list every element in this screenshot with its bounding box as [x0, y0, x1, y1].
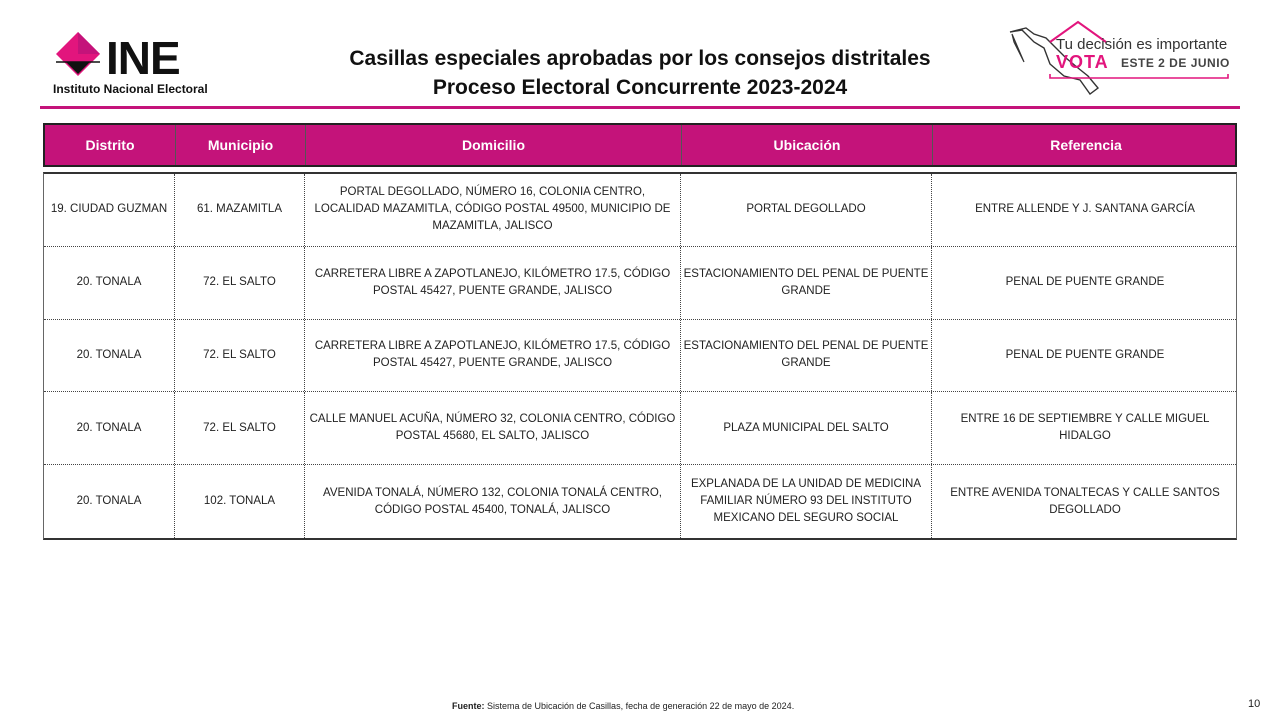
- cell-ubicacion: EXPLANADA DE LA UNIDAD DE MEDICINA FAMILIAR NÚMERO 93 DEL INSTITUTO MEXICANO DEL SEGURO SOCIAL: [681, 465, 932, 538]
- page-title: [300, 44, 980, 102]
- header-municipio: Municipio: [176, 125, 306, 165]
- table-row: [44, 465, 1236, 538]
- table-row: [44, 392, 1236, 465]
- campaign-tagline: Tu decisión es importante: [1056, 36, 1228, 53]
- cell-municipio: 72. EL SALTO: [175, 320, 305, 392]
- header-divider: [40, 106, 1240, 109]
- cell-domicilio: CALLE MANUEL ACUÑA, NÚMERO 32, COLONIA CENTRO, CÓDIGO POSTAL 45680, EL SALTO, JALISCO: [305, 392, 681, 464]
- cell-distrito: 20. TONALA: [44, 392, 175, 464]
- title-line-2: Proceso Electoral Concurrente 2023-2024: [432, 76, 848, 99]
- cell-domicilio: AVENIDA TONALÁ, NÚMERO 132, COLONIA TONALÁ CENTRO, CÓDIGO POSTAL 45400, TONALÁ, JALISCO: [305, 465, 681, 538]
- cell-municipio: 102. TONALA: [175, 465, 305, 538]
- source-label: Fuente:: [452, 701, 485, 711]
- cell-referencia: PENAL DE PUENTE GRANDE: [1005, 348, 1165, 361]
- header-referencia: Referencia: [1050, 137, 1122, 153]
- campaign-vota: VOTA: [1056, 52, 1109, 72]
- ine-logo: [52, 30, 222, 98]
- cell-referencia: PENAL DE PUENTE GRANDE: [1005, 276, 1165, 289]
- source-note: [452, 701, 794, 711]
- cell-municipio: 72. EL SALTO: [175, 392, 305, 464]
- cell-referencia: ENTRE 16 DE SEPTIEMBRE Y CALLE MIGUEL HIDALGO: [960, 413, 1210, 443]
- source-text: Sistema de Ubicación de Casillas, fecha de generación 22 de mayo de 2024.: [484, 701, 795, 711]
- table-row: [44, 320, 1236, 393]
- cell-ubicacion: PORTAL DEGOLLADO: [681, 174, 932, 246]
- page-number: 10: [1248, 698, 1261, 710]
- ine-wordmark: INE: [106, 32, 180, 84]
- table-row: [44, 247, 1236, 320]
- table-row: [44, 174, 1236, 247]
- cell-ubicacion: ESTACIONAMIENTO DEL PENAL DE PUENTE GRANDE: [681, 320, 932, 392]
- cell-domicilio: CARRETERA LIBRE A ZAPOTLANEJO, KILÓMETRO 17.5, CÓDIGO POSTAL 45427, PUENTE GRANDE, JALISCO: [305, 320, 681, 392]
- cell-ubicacion: PLAZA MUNICIPAL DEL SALTO: [681, 392, 932, 464]
- cell-distrito: 20. TONALA: [44, 320, 175, 392]
- header-distrito: Distrito: [45, 125, 176, 165]
- cell-referencia: ENTRE ALLENDE Y J. SANTANA GARCÍA: [975, 203, 1195, 216]
- header-domicilio: Domicilio: [306, 125, 682, 165]
- table-header: [43, 123, 1237, 167]
- cell-distrito: 19. CIUDAD GUZMAN: [44, 174, 175, 246]
- ine-subtitle: Instituto Nacional Electoral: [53, 82, 208, 96]
- cell-municipio: 72. EL SALTO: [175, 247, 305, 319]
- cell-distrito: 20. TONALA: [44, 247, 175, 319]
- ine-diamond-icon: [52, 30, 106, 82]
- title-line-1: Casillas especiales aprobadas por los consejos distritales: [349, 47, 931, 70]
- vota-campaign-logo: [1004, 18, 1240, 100]
- cell-distrito: 20. TONALA: [44, 465, 175, 538]
- table-body: [43, 172, 1237, 540]
- campaign-date: ESTE 2 DE JUNIO: [1121, 56, 1230, 70]
- cell-domicilio: CARRETERA LIBRE A ZAPOTLANEJO, KILÓMETRO 17.5, CÓDIGO POSTAL 45427, PUENTE GRANDE, JALISCO: [305, 247, 681, 319]
- cell-referencia: ENTRE AVENIDA TONALTECAS Y CALLE SANTOS DEGOLLADO: [950, 486, 1220, 516]
- cell-ubicacion: ESTACIONAMIENTO DEL PENAL DE PUENTE GRANDE: [681, 247, 932, 319]
- header-ubicacion: Ubicación: [682, 125, 933, 165]
- cell-municipio: 61. MAZAMITLA: [175, 174, 305, 246]
- cell-domicilio: PORTAL DEGOLLADO, NÚMERO 16, COLONIA CENTRO, LOCALIDAD MAZAMITLA, CÓDIGO POSTAL 49500, MUNICIPIO DE MAZAMITLA, JALISCO: [305, 174, 681, 246]
